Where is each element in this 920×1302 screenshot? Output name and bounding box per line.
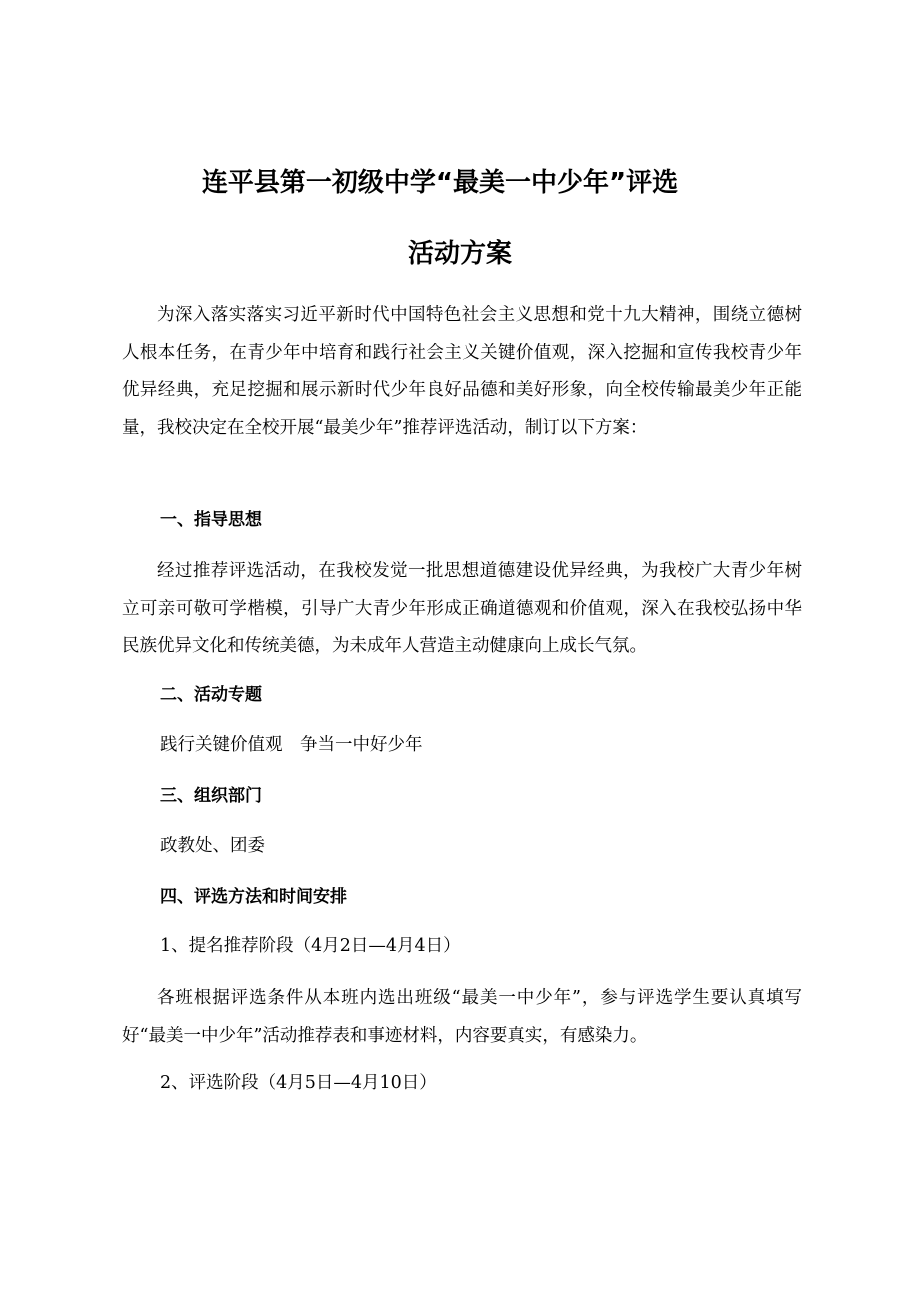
intro-paragraph: 为深入落实落实习近平新时代中国特色社会主义思想和党十九大精神，围绕立德树人根本任务，在青少年中培育和践行社会主义关键价值观，深入挖掘和宣传我校青少年优异经典，充足挖掘和展示新时代少年良好品德和美好形象，向全校传输最美少年正能量，我校决定在全校开展“最美少年”推荐评选活动，制订以下方案：	[122, 305, 802, 438]
stage1-description: 各班根据评选条件从本班内选出班级“最美一中少年”，参与评选学生要认真填写好“最美一中少年”活动推荐表和事迹材料，内容要真实，有感染力。	[122, 988, 802, 1046]
activity-theme-text: 践行关键价值观 争当一中好少年	[160, 735, 423, 755]
organizer-text: 政教处、团委	[160, 836, 265, 856]
section-heading-selection-method: 四、评选方法和时间安排	[160, 887, 347, 907]
stage2-title: 2、评选阶段（4月5日—4月10日）	[160, 1073, 437, 1093]
guiding-thought-paragraph: 经过推荐评选活动，在我校发觉一批思想道德建设优异经典，为我校广大青少年树立可亲可敬可学楷模，引导广大青少年形成正确道德观和价值观，深入在我校弘扬中华民族优异文化和传统美德，为未成年人营造主动健康向上成长气氛。	[122, 561, 802, 656]
section-heading-activity-theme: 二、活动专题	[160, 685, 262, 705]
stage1-title: 1、提名推荐阶段（4月2日—4月4日）	[160, 936, 461, 956]
section-heading-organizer: 三、组织部门	[160, 786, 262, 806]
document-title-line1: 连平县第一初级中学“最美一中少年”评选	[201, 168, 679, 198]
section-heading-guiding-thought: 一、指导思想	[160, 510, 262, 530]
document-title-line2: 活动方案	[407, 239, 512, 269]
